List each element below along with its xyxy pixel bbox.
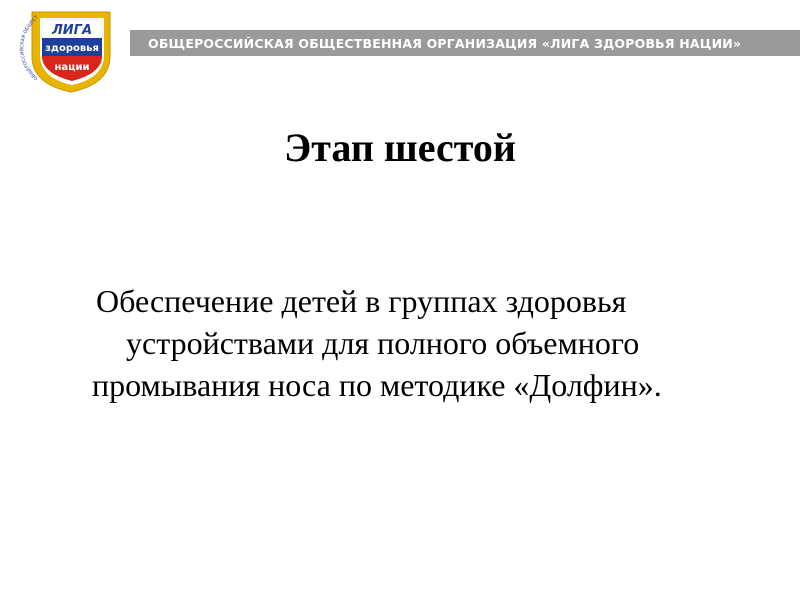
logo-line1: ЛИГА bbox=[51, 23, 93, 38]
liga-zdorovya-natsii-logo bbox=[18, 8, 124, 94]
logo-ring-textpath: ОБЩЕРОССИЙСКАЯ ОБЩЕСТ bbox=[20, 15, 40, 81]
body-line: промывания носа по методике «Долфин». bbox=[92, 367, 662, 403]
body-line: устройствами для полного объемного bbox=[126, 325, 640, 361]
body-line: Обеспечение детей в группах здоровья bbox=[96, 283, 627, 319]
logo-line3: нации bbox=[54, 62, 90, 73]
slide-body bbox=[92, 280, 752, 406]
slide-title: Этап шестой bbox=[284, 125, 516, 170]
organization-name: ОБЩЕРОССИЙСКАЯ ОБЩЕСТВЕННАЯ ОРГАНИЗАЦИЯ «ЛИГА ЗДОРОВЬЯ НАЦИИ» bbox=[148, 35, 742, 51]
logo-line2: здоровья bbox=[45, 43, 99, 54]
organization-banner bbox=[130, 30, 800, 56]
logo-emblem-icon bbox=[18, 8, 124, 94]
